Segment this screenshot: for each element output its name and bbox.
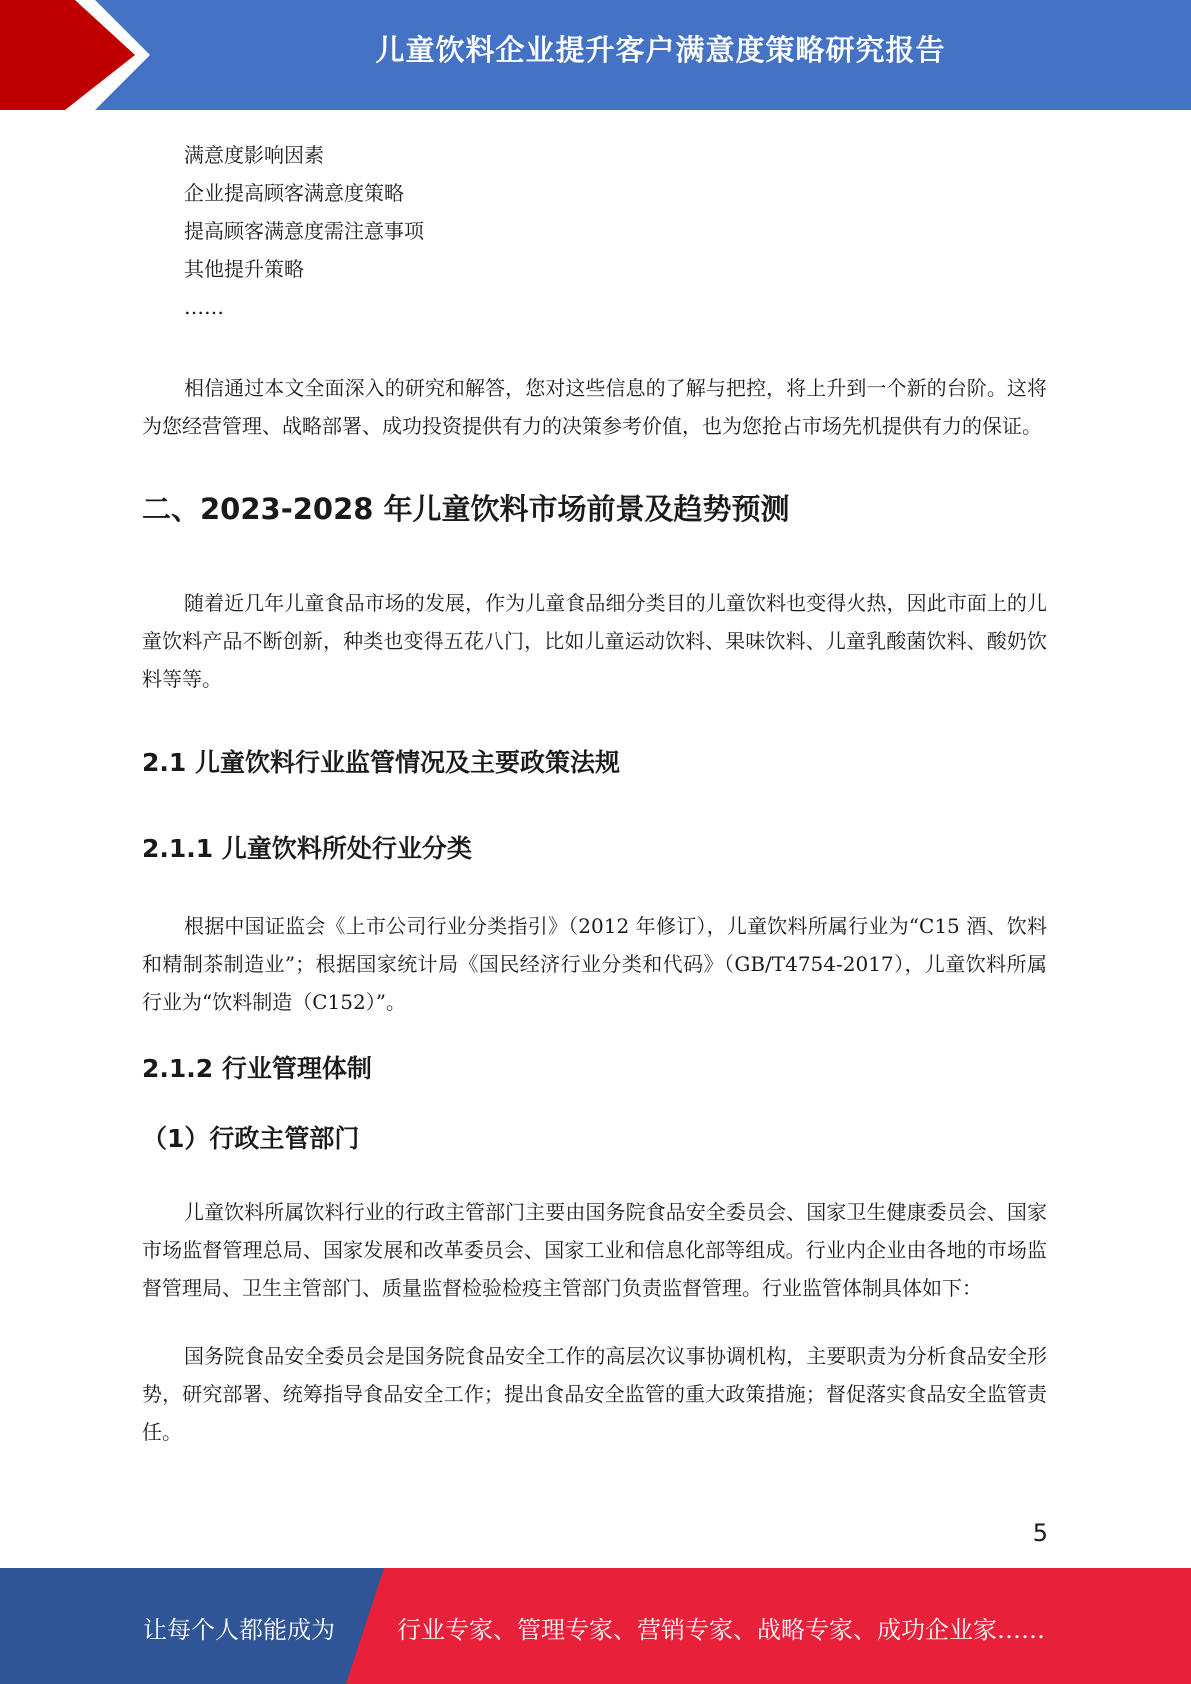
page-header [0, 0, 1191, 110]
section-2-paragraph: 随着近几年儿童食品市场的发展，作为儿童食品细分类目的儿童饮料也变得火热，因此市面上的儿童饮料产品不断创新，种类也变得五花八门，比如儿童运动饮料、果味饮料、儿童乳酸菌饮料、酸奶饮料等等。 [142, 591, 1047, 691]
subsection-1-paragraph-1: 儿童饮料所属饮料行业的行政主管部门主要由国务院食品安全委员会、国家卫生健康委员会、国家市场监督管理总局、国家发展和改革委员会、国家工业和信息化部等组成。行业内企业由各地的市场监督管理局、卫生主管部门、质量监督检验检疫主管部门负责监督管理。行业监管体制具体如下： [142, 1200, 1047, 1300]
toc-item: 满意度影响因素 [184, 143, 324, 167]
toc-item: 其他提升策略 [184, 257, 304, 281]
toc-item: 企业提高顾客满意度策略 [184, 181, 404, 205]
intro-paragraph: 相信通过本文全面深入的研究和解答，您对这些信息的了解与把控，将上升到一个新的台阶。这将为您经营管理、战略部署、成功投资提供有力的决策参考价值，也为您抢占市场先机提供有力的保证。 [142, 376, 1047, 438]
subsection-heading-1: （1）行政主管部门 [142, 1124, 360, 1153]
footer-slogan-left: 让每个人都能成为 [143, 1616, 335, 1644]
page-number: 5 [1032, 1519, 1048, 1547]
subsection-1-paragraph-2: 国务院食品安全委员会是国务院食品安全工作的高层次议事协调机构，主要职责为分析食品安全形势，研究部署、统筹指导食品安全工作；提出食品安全监管的重大政策措施；督促落实食品安全监管责任。 [142, 1344, 1047, 1444]
section-2-1-1-paragraph: 根据中国证监会《上市公司行业分类指引》（2012 年修订），儿童饮料所属行业为“C15 酒、饮料和精制茶制造业”；根据国家统计局《国民经济行业分类和代码》（GB/T4754-2017），儿童饮料所属行业为“饮料制造（C152）”。 [142, 914, 1047, 1014]
toc-item: …… [184, 295, 224, 319]
section-heading-2-1-2: 2.1.2 行业管理体制 [142, 1054, 372, 1083]
footer-slogan-right: 行业专家、管理专家、营销专家、战略专家、成功企业家…… [397, 1616, 1045, 1644]
toc-item: 提高顾客满意度需注意事项 [184, 219, 424, 243]
section-heading-2-1-1: 2.1.1 儿童饮料所处行业分类 [142, 834, 472, 863]
section-heading-2-1: 2.1 儿童饮料行业监管情况及主要政策法规 [142, 748, 620, 777]
page-footer [0, 1568, 1191, 1684]
report-title: 儿童饮料企业提升客户满意度策略研究报告 [375, 33, 946, 67]
toc-list [142, 136, 1047, 326]
document-body [142, 136, 1047, 1451]
section-heading-2: 二、2023-2028 年儿童饮料市场前景及趋势预测 [142, 492, 790, 526]
